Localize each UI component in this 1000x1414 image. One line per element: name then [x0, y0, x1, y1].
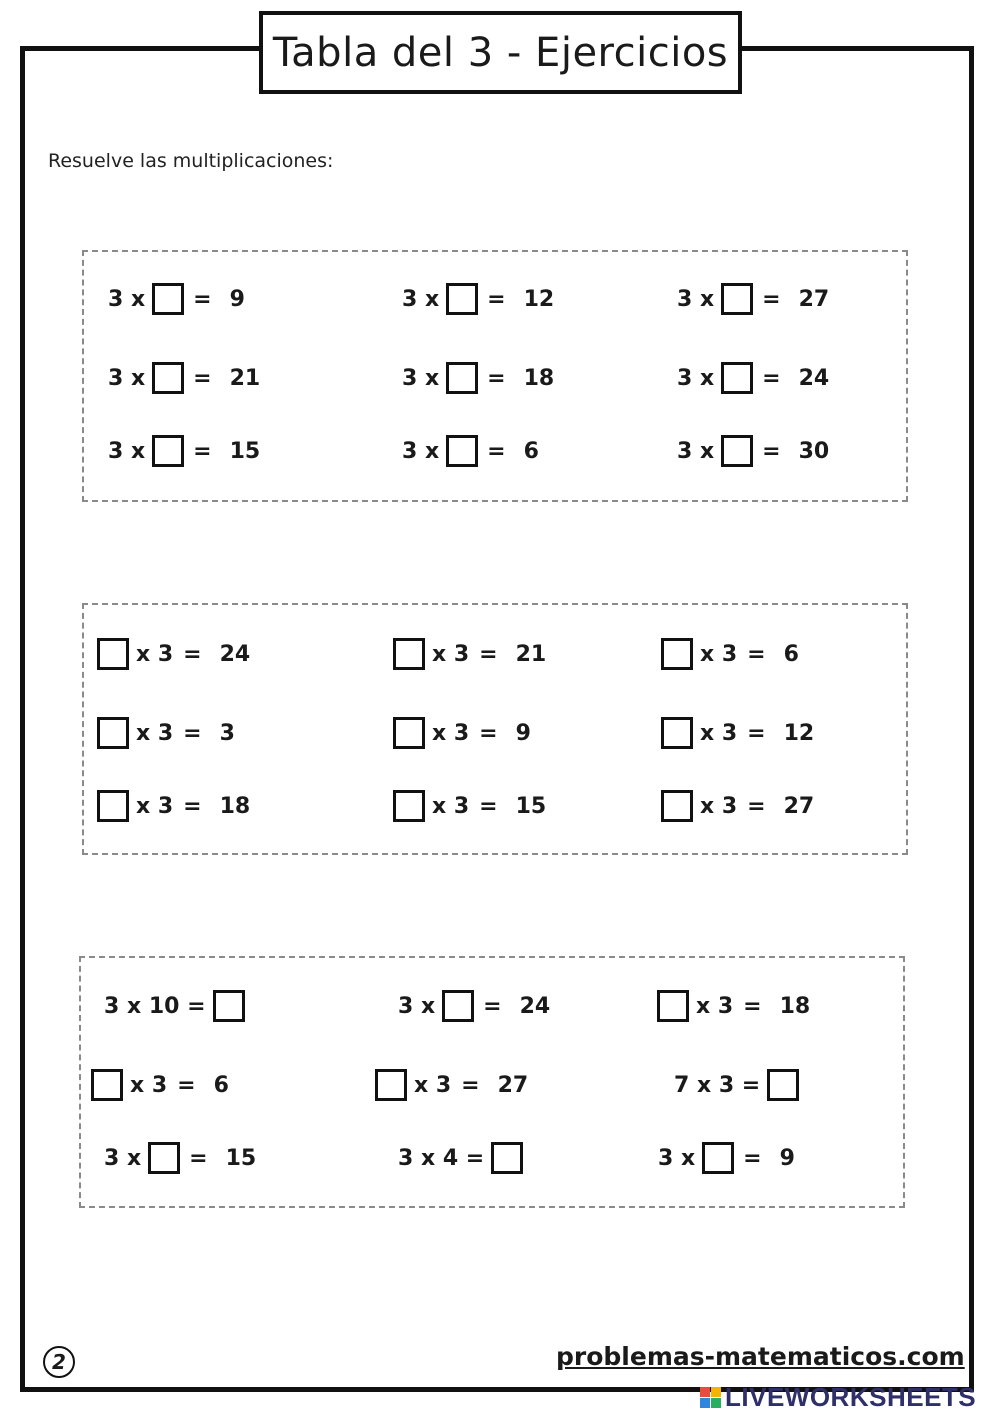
expression-text: 27: [798, 286, 830, 312]
expression-text: =: [479, 720, 498, 746]
answer-box[interactable]: [393, 790, 425, 822]
expression-text: 3 x: [402, 365, 440, 391]
expression-text: 18: [523, 365, 555, 391]
expression-text: x 3: [414, 1072, 452, 1098]
expression-text: x 3: [136, 641, 174, 667]
expression-text: =: [189, 1145, 208, 1171]
exercise-item: [398, 435, 539, 467]
expression-text: =: [479, 641, 498, 667]
expression-text: 3 x: [402, 438, 440, 464]
exercise-item: [390, 717, 531, 749]
answer-box[interactable]: [152, 362, 184, 394]
answer-box[interactable]: [721, 283, 753, 315]
exercise-item: [670, 1069, 802, 1101]
answer-box[interactable]: [152, 283, 184, 315]
expression-text: x 3: [136, 720, 174, 746]
expression-text: x 3: [136, 793, 174, 819]
answer-box[interactable]: [375, 1069, 407, 1101]
expression-text: 3 x: [658, 1145, 696, 1171]
watermark-text: LIVEWORKSHEETS: [725, 1382, 977, 1412]
exercise-item: [654, 1142, 795, 1174]
exercise-item: [398, 283, 554, 315]
watermark-logo-icon: [700, 1387, 721, 1408]
expression-text: =: [479, 793, 498, 819]
exercise-item: [390, 638, 546, 670]
answer-box[interactable]: [393, 638, 425, 670]
expression-text: =: [461, 1072, 480, 1098]
page-title: Tabla del 3 - Ejercicios: [259, 11, 742, 94]
answer-box[interactable]: [446, 435, 478, 467]
expression-text: =: [183, 720, 202, 746]
exercise-item: [658, 790, 814, 822]
exercise-item: [673, 435, 829, 467]
exercise-item: [394, 990, 550, 1022]
exercise-item: [94, 790, 250, 822]
exercise-item: [88, 1069, 229, 1101]
expression-text: =: [747, 641, 766, 667]
exercise-item: [390, 790, 546, 822]
exercise-item: [94, 717, 235, 749]
expression-text: 3 x: [398, 993, 436, 1019]
answer-box[interactable]: [442, 990, 474, 1022]
answer-box[interactable]: [721, 362, 753, 394]
expression-text: x 3: [432, 720, 470, 746]
expression-text: =: [183, 793, 202, 819]
expression-text: x 3: [700, 641, 738, 667]
expression-text: =: [762, 365, 781, 391]
answer-box[interactable]: [97, 638, 129, 670]
expression-text: 3 x 4 =: [398, 1145, 485, 1171]
expression-text: 6: [523, 438, 539, 464]
expression-text: 12: [783, 720, 815, 746]
expression-text: 3 x: [108, 286, 146, 312]
watermark: [700, 1382, 976, 1413]
expression-text: =: [193, 365, 212, 391]
answer-box[interactable]: [152, 435, 184, 467]
expression-text: =: [193, 286, 212, 312]
instruction-text: Resuelve las multiplicaciones:: [48, 150, 334, 172]
expression-text: 27: [783, 793, 815, 819]
answer-box[interactable]: [767, 1069, 799, 1101]
expression-text: =: [483, 993, 502, 1019]
expression-text: 3 x: [108, 438, 146, 464]
answer-box[interactable]: [91, 1069, 123, 1101]
expression-text: 30: [798, 438, 830, 464]
expression-text: 24: [798, 365, 830, 391]
expression-text: 9: [779, 1145, 795, 1171]
exercise-item: [104, 435, 260, 467]
expression-text: 3 x: [677, 365, 715, 391]
answer-box[interactable]: [97, 790, 129, 822]
answer-box[interactable]: [446, 283, 478, 315]
answer-box[interactable]: [661, 717, 693, 749]
expression-text: =: [487, 365, 506, 391]
answer-box[interactable]: [97, 717, 129, 749]
expression-text: 24: [519, 993, 551, 1019]
exercise-item: [658, 638, 799, 670]
expression-text: =: [762, 286, 781, 312]
expression-text: 3 x: [402, 286, 440, 312]
exercise-item: [100, 990, 248, 1022]
answer-box[interactable]: [657, 990, 689, 1022]
expression-text: 3: [219, 720, 235, 746]
expression-text: =: [747, 793, 766, 819]
expression-text: 6: [783, 641, 799, 667]
expression-text: 21: [229, 365, 261, 391]
exercise-item: [372, 1069, 528, 1101]
footer-website: problemas-matematicos.com: [556, 1342, 965, 1371]
answer-box[interactable]: [702, 1142, 734, 1174]
expression-text: x 3: [700, 720, 738, 746]
expression-text: =: [762, 438, 781, 464]
answer-box[interactable]: [148, 1142, 180, 1174]
exercise-item: [104, 283, 245, 315]
answer-box[interactable]: [721, 435, 753, 467]
expression-text: 18: [219, 793, 251, 819]
expression-text: 3 x: [677, 286, 715, 312]
expression-text: =: [183, 641, 202, 667]
expression-text: 6: [213, 1072, 229, 1098]
exercise-item: [94, 638, 250, 670]
expression-text: 3 x: [104, 1145, 142, 1171]
expression-text: 27: [497, 1072, 529, 1098]
exercise-item: [100, 1142, 256, 1174]
expression-text: =: [743, 993, 762, 1019]
expression-text: 12: [523, 286, 555, 312]
expression-text: 24: [219, 641, 251, 667]
answer-box[interactable]: [213, 990, 245, 1022]
exercise-item: [654, 990, 810, 1022]
expression-text: 21: [515, 641, 547, 667]
exercise-item: [104, 362, 260, 394]
expression-text: 15: [229, 438, 261, 464]
expression-text: 15: [225, 1145, 257, 1171]
page-number: 2: [43, 1346, 75, 1378]
exercise-item: [673, 283, 829, 315]
expression-text: 3 x: [677, 438, 715, 464]
expression-text: =: [193, 438, 212, 464]
answer-box[interactable]: [661, 638, 693, 670]
expression-text: 15: [515, 793, 547, 819]
answer-box[interactable]: [491, 1142, 523, 1174]
expression-text: x 3: [432, 793, 470, 819]
exercise-item: [394, 1142, 526, 1174]
expression-text: =: [487, 286, 506, 312]
expression-text: x 3: [696, 993, 734, 1019]
expression-text: 3 x 10 =: [104, 993, 206, 1019]
expression-text: 9: [515, 720, 531, 746]
exercise-item: [658, 717, 814, 749]
expression-text: 18: [779, 993, 811, 1019]
expression-text: x 3: [432, 641, 470, 667]
expression-text: 7 x 3 =: [674, 1072, 761, 1098]
expression-text: =: [743, 1145, 762, 1171]
expression-text: 3 x: [108, 365, 146, 391]
expression-text: =: [487, 438, 506, 464]
exercise-item: [673, 362, 829, 394]
answer-box[interactable]: [661, 790, 693, 822]
expression-text: =: [177, 1072, 196, 1098]
answer-box[interactable]: [393, 717, 425, 749]
expression-text: =: [747, 720, 766, 746]
expression-text: x 3: [700, 793, 738, 819]
exercise-item: [398, 362, 554, 394]
expression-text: 9: [229, 286, 245, 312]
expression-text: x 3: [130, 1072, 168, 1098]
answer-box[interactable]: [446, 362, 478, 394]
